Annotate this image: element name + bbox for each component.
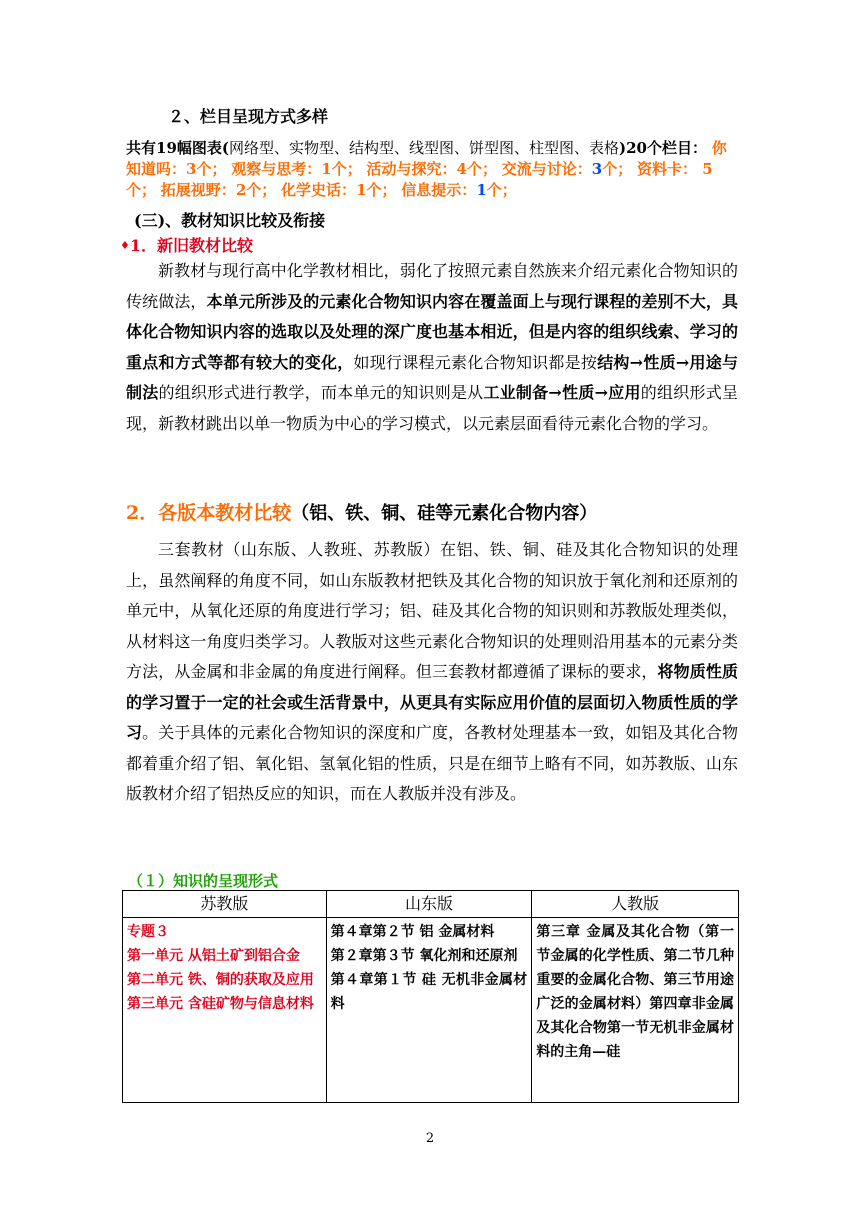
paragraph-new-old-comparison: 新教材与现行高中化学教材相比，弱化了按照元素自然族来介绍元素化合物知识的传统做法，本单元所涉及的元素化合物知识内容在覆盖面上与现行课程的差别不大，具体化合物知识内容的选取以及处理的深广度也基本相近，但是内容的组织线索、学习的重点和方式等都有较大的变化，如现行课程元素化合物知识都是按结构→性质→用途与制法的组织形式进行教学，而本单元的知识则是从工业制备→性质→应用的组织形式呈现，新教材跳出以单一物质为中心的学习模式，以元素层面看待元素化合物的学习。: [126, 261, 738, 433]
chart-summary-paragraph: 共有19幅图表(网络型、实物型、结构型、线型图、饼型图、柱型图、表格)20个栏目： 你知道吗：3个； 观察与思考：1个； 活动与探究：4个； 交流与讨论：3个； 资料卡： 5个； 拓展视野：2个； 化学史话：1个； 信息提示：1个；: [126, 139, 727, 199]
heading-knowledge-form: （１）知识的呈现形式: [128, 872, 279, 890]
heading-section-3: (三)、教材知识比较及衔接: [134, 211, 326, 230]
comparison-table: [122, 890, 739, 1103]
page-number: 2: [425, 1131, 435, 1146]
table-row: [123, 918, 739, 1103]
heading-new-old-comparison: ♦1．新旧教材比较: [120, 236, 254, 255]
heading-version-comparison: 2．各版本教材比较（铝、铁、铜、硅等元素化合物内容）: [126, 502, 598, 524]
table-header-row: [123, 891, 739, 918]
paragraph-version-comparison: 三套教材（山东版、人教班、苏教版）在铝、铁、铜、硅及其化合物知识的处理上，虽然阐释的角度不同，如山东版教材把铁及其化合物的知识放于氧化剂和还原剂的单元中，从氧化还原的角度进行学习；铝、硅及其化合物的知识则和苏教版处理类似，从材料这一角度归类学习。人教版对这些元素化合物知识的处理则沿用基本的元素分类方法，从金属和非金属的角度进行阐释。但三套教材都遵循了课标的要求，将物质性质的学习置于一定的社会或生活背景中，从更具有实际应用价值的层面切入物质性质的学习。关于具体的元素化合物知识的深度和广度，各教材处理基本一致，如铝及其化合物都着重介绍了铝、氧化铝、氢氧化铝的性质，只是在细节上略有不同，如苏教版、山东版教材介绍了铝热反应的知识，而在人教版并没有涉及。: [126, 540, 738, 803]
heading-column-styles: ２、栏目呈现方式多样: [168, 107, 329, 126]
table-cell-sujiao: 专题３ 第一单元 从铝土矿到铝合金 第二单元 铁、铜的获取及应用 第三单元 含硅矿物与信息材料: [123, 918, 327, 1103]
table-header-shandong: 山东版: [326, 891, 532, 918]
table-header-sujiao: 苏教版: [123, 891, 327, 918]
table-cell-shandong: 第４章第２节 铝 金属材料 第２章第３节 氧化剂和还原剂 第４章第１节 硅 无机非金属材料: [326, 918, 532, 1103]
table-cell-renjiao: 第三章 金属及其化合物（第一节金属的化学性质、第二节几种重要的金属化合物、第三节用途广泛的金属材料）第四章非金属及其化合物第一节无机非金属材料的主角—硅: [532, 918, 739, 1103]
table-header-renjiao: 人教版: [532, 891, 739, 918]
